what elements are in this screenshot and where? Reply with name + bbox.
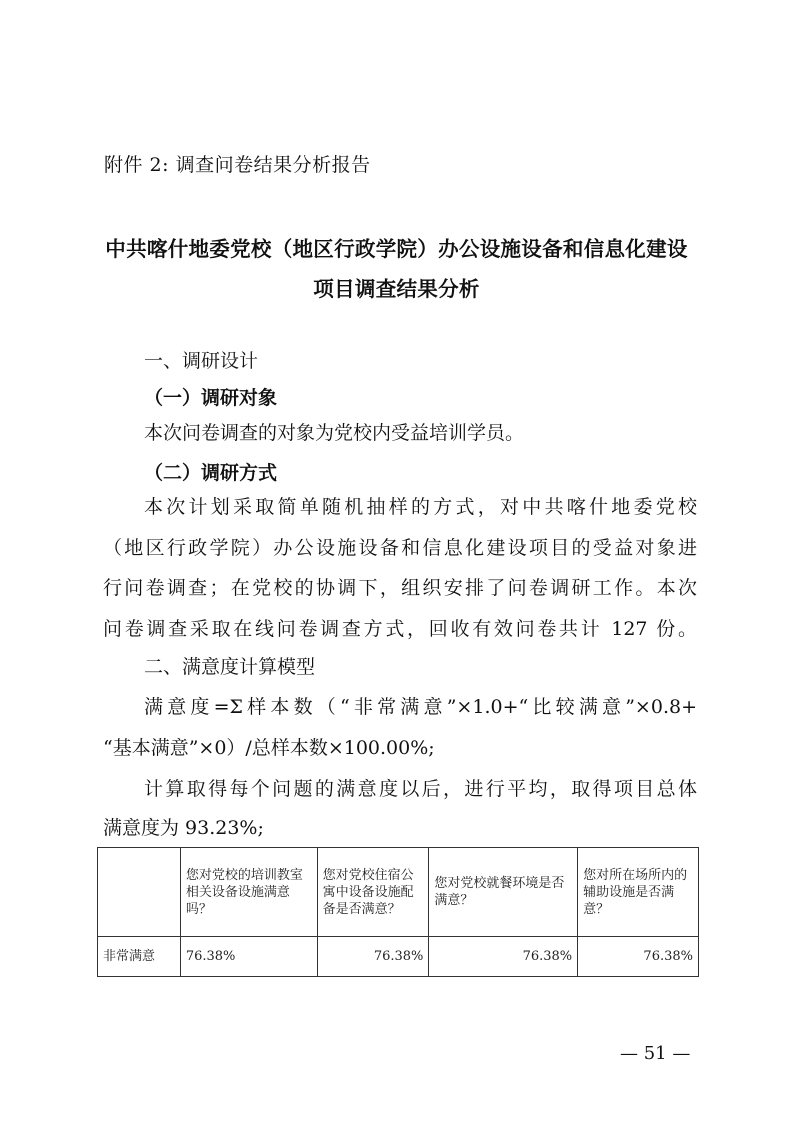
formula-text-2: “基本满意”×0）/总样本数×100.00%; xyxy=(103,737,435,759)
document-title-line-2: 项目调查结果分析 xyxy=(313,277,480,301)
subsection-1-text: 本次问卷调查的对象为党校内受益培训学员。 xyxy=(144,422,525,444)
attachment-label: 附件 2: 调查问卷结果分析报告 xyxy=(104,154,371,176)
method-text-4: 问卷调查采取在线问卷调查方式，回收有效问卷共计 127 份。 xyxy=(103,618,697,640)
table-cell: 76.38% xyxy=(429,937,578,977)
formula-text-1: 满意度=Σ样本数（“非常满意”×1.0+“比较满意”×0.8+ xyxy=(144,696,697,718)
table-cell: 76.38% xyxy=(180,937,317,977)
method-text-1: 本次计划采取简单随机抽样的方式，对中共喀什地委党校 xyxy=(144,496,697,518)
method-line-2 xyxy=(103,533,697,560)
section-2-heading: 二、满意度计算模型 xyxy=(144,656,316,678)
section-1-heading: 一、调研设计 xyxy=(144,350,259,372)
method-line-3 xyxy=(103,573,697,600)
table-cell: 76.38% xyxy=(578,937,699,977)
method-text-2: （地区行政学院）办公设施设备和信息化建设项目的受益对象进 xyxy=(103,537,697,559)
subsection-2-heading: （二）调研方式 xyxy=(144,462,278,484)
table-header-cell: 您对党校住宿公寓中设备设施配备是否满意？ xyxy=(317,848,429,937)
table-row-label: 非常满意 xyxy=(98,937,181,977)
subsection-1-heading: （一）调研对象 xyxy=(144,387,278,409)
page-number: — 51 — xyxy=(620,1043,691,1064)
formula-line-1 xyxy=(144,692,697,719)
table-header-cell: 您对所在场所内的辅助设施是否满意？ xyxy=(578,848,699,937)
method-text-3: 行问卷调查；在党校的协调下，组织安排了问卷调研工作。本次 xyxy=(103,577,697,599)
table-header-row xyxy=(98,848,699,937)
result-line-1 xyxy=(144,774,697,801)
result-text-1: 计算取得每个问题的满意度以后，进行平均，取得项目总体 xyxy=(144,778,697,800)
document-title-line-1: 中共喀什地委党校（地区行政学院）办公设施设备和信息化建设 xyxy=(105,237,688,261)
satisfaction-table xyxy=(97,847,699,977)
result-text-2: 满意度为 93.23%; xyxy=(103,817,264,839)
table-header-cell: 您对党校的培训教室相关设备设施满意吗？ xyxy=(180,848,317,937)
table-cell: 76.38% xyxy=(317,937,429,977)
method-line-1 xyxy=(144,492,697,519)
table-header-cell xyxy=(98,848,181,937)
table-header-cell: 您对党校就餐环境是否满意？ xyxy=(429,848,578,937)
table-row xyxy=(98,937,699,977)
method-line-4 xyxy=(103,614,697,641)
